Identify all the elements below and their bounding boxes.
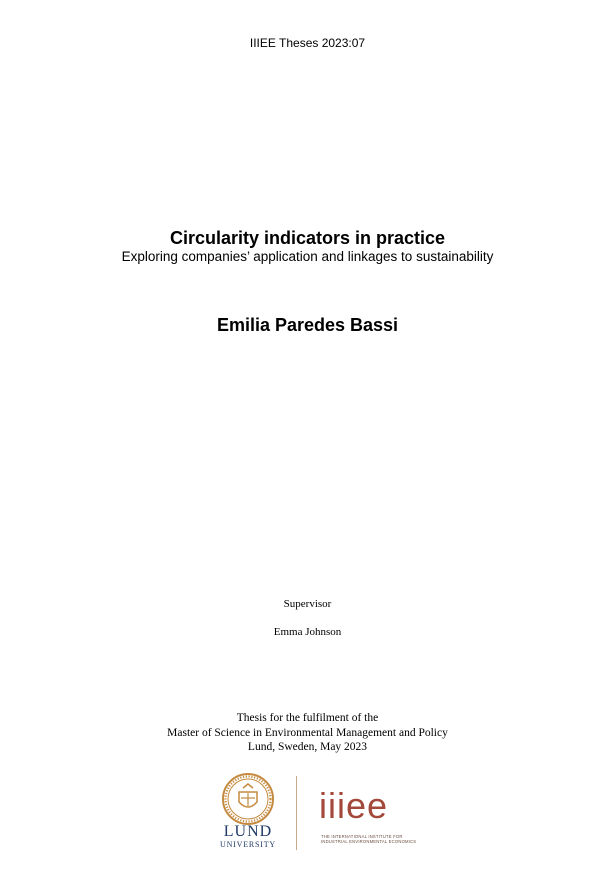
supervisor-name: Emma Johnson xyxy=(273,626,342,638)
page-subtitle: Exploring companies’ application and linkages to sustainability xyxy=(121,249,494,264)
thesis-note xyxy=(0,711,615,755)
page-title: Circularity indicators in practice xyxy=(169,228,446,248)
thesis-note-line: Thesis for the fulfilment of the xyxy=(236,712,379,724)
iiiee-logo-wordmark: iiiee xyxy=(319,785,389,826)
logo-divider xyxy=(296,776,297,850)
lund-university-seal-icon xyxy=(221,772,275,826)
supervisor-label: Supervisor xyxy=(283,598,332,610)
thesis-note-line: Lund, Sweden, May 2023 xyxy=(247,741,368,753)
lund-university-wordmark xyxy=(215,824,281,849)
thesis-series: IIIEE Theses 2023:07 xyxy=(249,36,366,50)
iiiee-subtitle-line: THE INTERNATIONAL INSTITUTE FOR xyxy=(321,834,403,839)
iiiee-subtitle-line: INDUSTRIAL ENVIRONMENTAL ECONOMICS xyxy=(321,839,417,844)
lund-wordmark-line: UNIVERSITY xyxy=(220,840,276,849)
lund-wordmark-line: LUND xyxy=(223,823,273,840)
author-name: Emilia Paredes Bassi xyxy=(216,315,399,335)
iiiee-logo-subtitle xyxy=(321,834,421,844)
thesis-note-line: Master of Science in Environmental Management and Policy xyxy=(167,726,448,739)
institution-logos xyxy=(215,772,425,852)
